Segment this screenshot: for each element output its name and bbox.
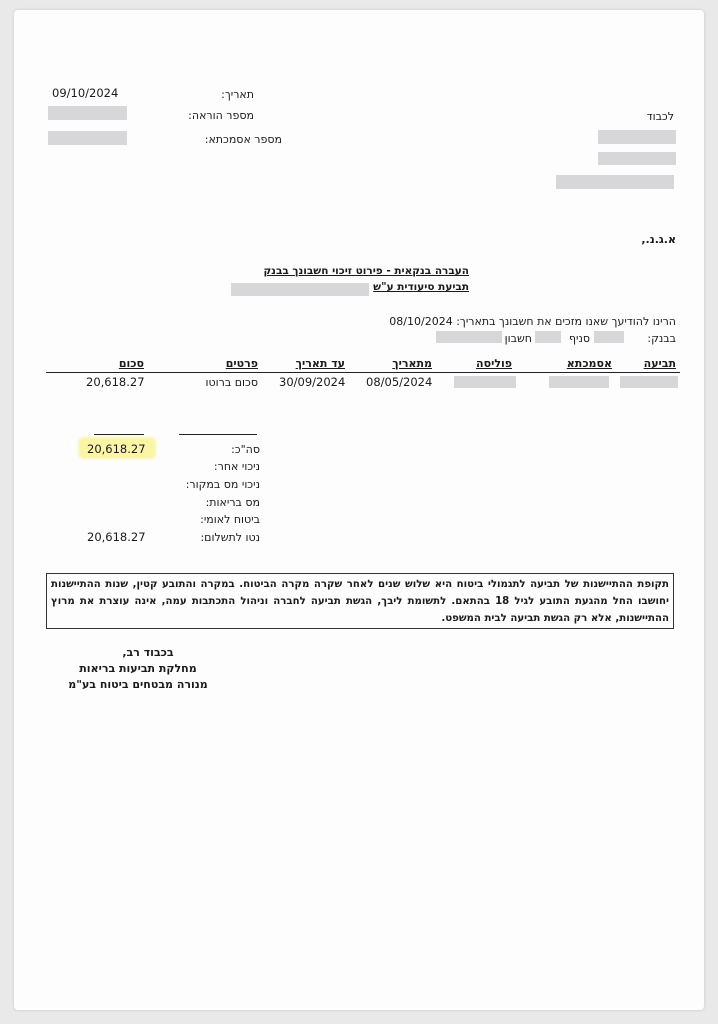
- to-label: לכבוד: [646, 110, 674, 123]
- redacted-reference: [549, 376, 609, 388]
- total-label-rule: [179, 434, 257, 435]
- col-to-date: עד תאריך: [295, 357, 345, 370]
- table-header-rule: [46, 372, 680, 373]
- row-to-date: 30/09/2024: [279, 375, 346, 389]
- signature-line-1: בכבוד רב,: [122, 646, 174, 659]
- row-amount: 20,618.27: [86, 375, 145, 389]
- col-from-date: מתאריך: [392, 357, 432, 370]
- reference-number-label: מספר אסמכתא:: [204, 133, 282, 146]
- redacted-claim-number: [620, 376, 678, 388]
- withholding-tax-label: ניכוי מס במקור:: [185, 478, 260, 491]
- bank-label: בבנק:: [647, 332, 676, 345]
- col-details: פרטים: [225, 357, 258, 370]
- limitation-notice-box: [46, 573, 674, 629]
- signature-line-2: מחלקת תביעות בריאות: [79, 662, 197, 675]
- total-value: 20,618.27: [87, 442, 146, 456]
- redacted-account: [436, 331, 502, 343]
- redacted-policy: [454, 376, 516, 388]
- other-deduction-label: ניכוי אחר:: [213, 460, 260, 473]
- row-from-date: 08/05/2024: [366, 375, 433, 389]
- redacted-branch: [535, 331, 561, 343]
- redacted-recipient-city: [556, 175, 674, 189]
- date-value: 09/10/2024: [52, 86, 119, 100]
- greeting: א.ג.נ.,: [641, 233, 676, 246]
- redacted-claimant-name: [231, 283, 369, 296]
- limitation-notice-text: תקופת ההתיישנות של תביעה לתגמולי ביטוח היא שלוש שנים לאחר שקרה מקרה הביטוח. במקרה והתובע קטין, שנות ההתיישנות יחושבו החל מהגעת התובע לגיל 18 בהתאם. לתשומת ליבך, הגשת תביעה לחברה וניהול התכתבות עמה, אינה עוצרת את מרוץ ההתיישנות, אלא רק הגשת תביעה לבית המשפט.: [51, 579, 669, 624]
- redacted-order-number: [48, 106, 127, 120]
- row-details: סכום ברוטו: [205, 376, 258, 389]
- col-amount: סכום: [118, 357, 144, 370]
- col-claim: תביעה: [643, 357, 676, 370]
- net-label: נטו לתשלום:: [200, 531, 260, 544]
- branch-label: סניף: [568, 332, 590, 345]
- col-policy: פוליסה: [476, 357, 512, 370]
- national-insurance-label: ביטוח לאומי:: [200, 513, 260, 526]
- intro-line: הרינו להודיעך שאנו מזכים את חשבונך בתאריך: 08/10/2024: [389, 315, 676, 328]
- signature-line-3: מנורה מבטחים ביטוח בע"מ: [68, 678, 208, 691]
- subject-line-2: תביעת סיעודית ע"ש: [373, 281, 469, 293]
- net-value: 20,618.27: [87, 530, 146, 544]
- date-label: תאריך:: [221, 88, 254, 101]
- document-page: [14, 10, 704, 1010]
- col-reference: אסמכתא: [566, 357, 612, 370]
- subject-line-1: העברה בנקאית - פירוט זיכוי חשבונך בבנק: [263, 265, 469, 277]
- redacted-recipient-address: [598, 152, 676, 165]
- health-tax-label: מס בריאות:: [205, 496, 260, 509]
- redacted-recipient-name: [598, 130, 676, 144]
- total-label: סה"כ:: [231, 443, 260, 456]
- redacted-reference-number: [48, 131, 127, 145]
- total-amount-rule: [94, 434, 144, 435]
- account-label: חשבון: [504, 332, 532, 345]
- redacted-bank: [594, 331, 624, 343]
- order-number-label: מספר הוראה:: [188, 109, 254, 122]
